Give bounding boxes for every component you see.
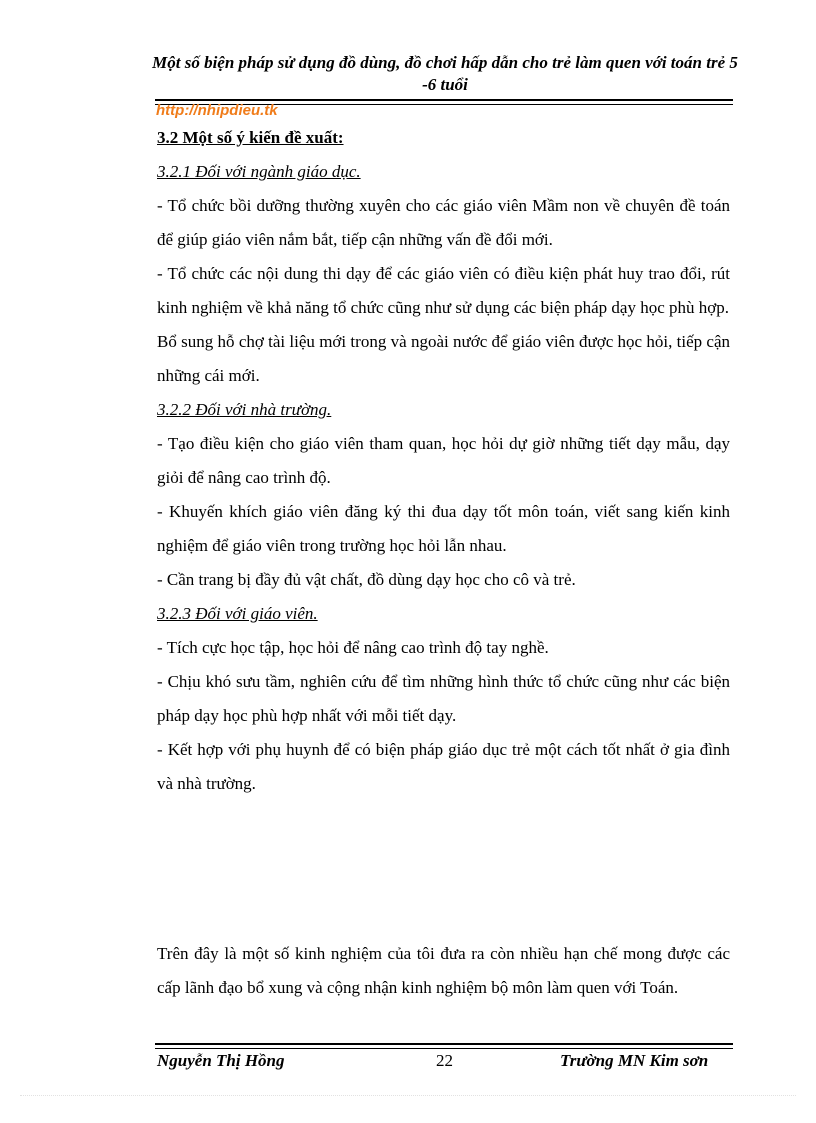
page-number: 22 — [436, 1051, 453, 1070]
document-body — [157, 121, 730, 801]
section-heading: 3.2 Một số ý kiến đề xuất: — [157, 128, 344, 147]
paragraph: - Tổ chức bồi dưỡng thường xuyên cho các giáo viên Mầm non về chuyên đề toán để giúp giáo viên nắm bắt, tiếp cận những vấn đề đổi mới. — [157, 196, 730, 249]
subsection-heading-teachers: 3.2.3 Đối với giáo viên. — [157, 604, 318, 623]
subsection-heading-school: 3.2.2 Đối với nhà trường. — [157, 400, 332, 419]
footer-divider — [155, 1043, 733, 1049]
paragraph: Bổ sung hỗ chợ tài liệu mới trong và ngoài nước để giáo viên được học hỏi, tiếp cận những cái mới. — [157, 332, 730, 385]
paragraph: - Cần trang bị đầy đủ vật chất, đồ dùng dạy học cho cô và trẻ. — [157, 570, 576, 589]
paragraph: - Tích cực học tập, học hỏi để nâng cao trình độ tay nghề. — [157, 638, 549, 657]
paragraph: - Chịu khó sưu tầm, nghiên cứu để tìm những hình thức tổ chức cũng như các biện pháp dạy học phù hợp nhất với mỗi tiết dạy. — [157, 672, 730, 725]
paragraph: - Khuyến khích giáo viên đăng ký thi đua dạy tốt môn toán, viết sang kiến kinh nghiệm để giáo viên trong trường học hỏi lẫn nhau. — [157, 502, 730, 555]
page-edge-divider — [20, 1095, 796, 1096]
footer-school: Trường MN Kim sơn — [560, 1051, 709, 1070]
footer-author: Nguyễn Thị Hồng — [157, 1051, 285, 1070]
document-header-title: Một số biện pháp sử dụng đồ dùng, đồ chơi hấp dẫn cho trẻ làm quen với toán trẻ 5 -6 tuổi — [152, 53, 738, 94]
subsection-heading-education-sector: 3.2.1 Đối với ngành giáo dục. — [157, 162, 361, 181]
paragraph: - Tổ chức các nội dung thi dạy để các giáo viên có điều kiện phát huy trao đổi, rút kinh nghiệm về khả năng tổ chức cũng như sử dụng các biện pháp dạy học phù hợp. — [157, 264, 730, 317]
watermark-url: http://nhipdieu.tk — [156, 102, 278, 119]
closing-paragraph: Trên đây là một số kinh nghiệm của tôi đưa ra còn nhiều hạn chế mong được các cấp lãnh đạo bổ xung và cộng nhận kinh nghiệm bộ môn làm quen với Toán. — [157, 944, 730, 997]
paragraph: - Tạo điều kiện cho giáo viên tham quan, học hỏi dự giờ những tiết dạy mẫu, dạy giỏi để nâng cao trình độ. — [157, 434, 730, 487]
paragraph: - Kết hợp với phụ huynh để có biện pháp giáo dục trẻ một cách tốt nhất ở gia đình và nhà trường. — [157, 740, 730, 793]
closing-section — [157, 937, 730, 1005]
